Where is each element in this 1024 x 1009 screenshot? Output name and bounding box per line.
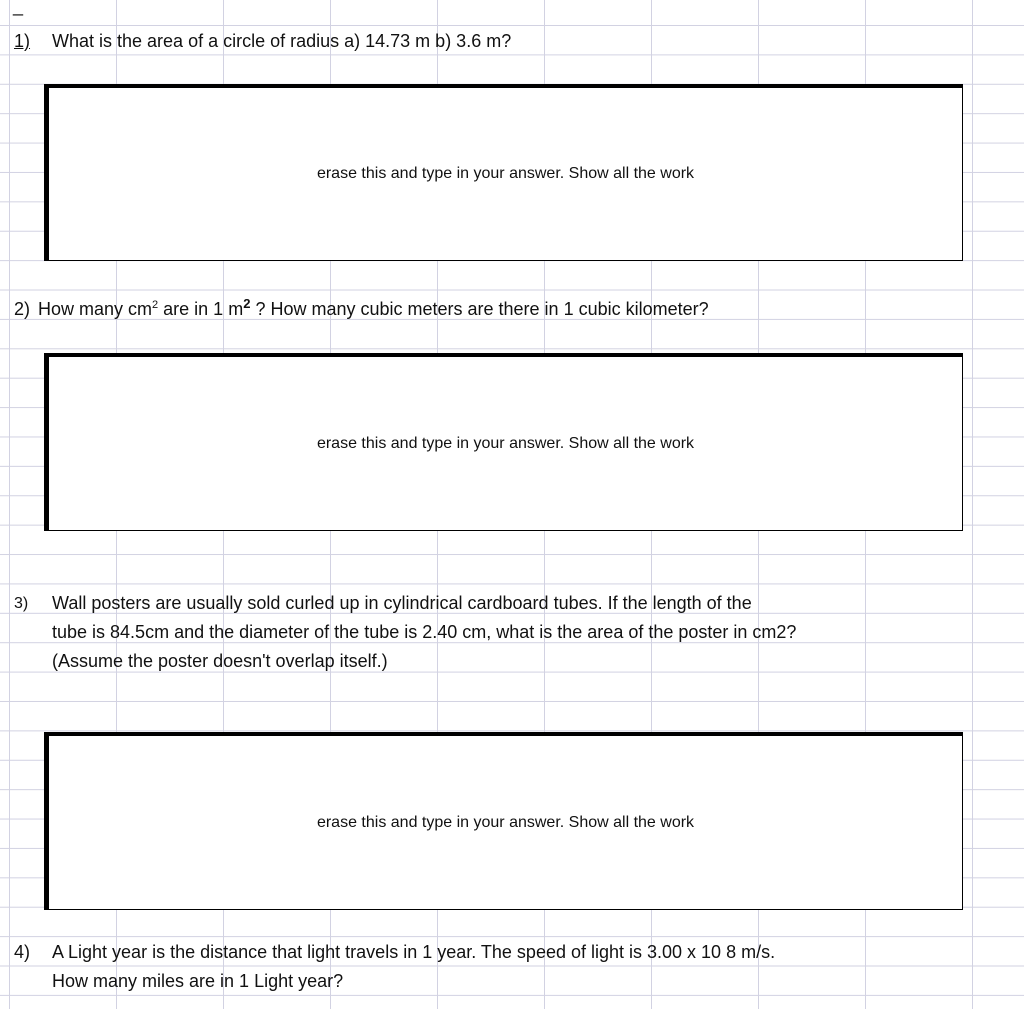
answer-box-2[interactable] <box>44 353 963 531</box>
question-2-number: 2) <box>14 299 31 319</box>
question-3-number: 3) <box>14 595 29 612</box>
question-4-line-1: A Light year is the distance that light travels in 1 year. The speed of light is 3.00 x 10 8 m/s. <box>52 942 776 962</box>
question-4-line-2: How many miles are in 1 Light year? <box>52 971 344 991</box>
question-1-text: What is the area of a circle of radius a) 14.73 m b) 3.6 m? <box>52 31 512 51</box>
corner-mark: _ <box>13 0 24 16</box>
answer-3-placeholder: erase this and type in your answer. Show all the work <box>316 813 695 831</box>
question-4-number: 4) <box>14 942 31 962</box>
answer-2-placeholder: erase this and type in your answer. Show all the work <box>316 434 695 452</box>
question-3-line-1: Wall posters are usually sold curled up in cylindrical cardboard tubes. If the length of the <box>52 593 752 613</box>
question-2-sup-b: 2 <box>243 296 251 311</box>
question-2-part-b: are in 1 m <box>158 299 244 319</box>
question-2-part-a: How many cm <box>38 299 153 319</box>
answer-box-3[interactable] <box>44 732 963 910</box>
answer-1-placeholder: erase this and type in your answer. Show all the work <box>316 165 695 182</box>
question-2-text <box>38 295 709 324</box>
answer-box-1[interactable] <box>44 84 963 261</box>
question-2-part-c: ? How many cubic meters are there in 1 cubic kilometer? <box>250 299 709 319</box>
question-2-sup-a: 2 <box>152 299 159 311</box>
question-1-number: 1) <box>14 31 31 51</box>
question-3-line-2: tube is 84.5cm and the diameter of the tube is 2.40 cm, what is the area of the poster in cm2? <box>52 622 797 642</box>
question-3-line-3: (Assume the poster doesn't overlap itself.) <box>52 651 388 671</box>
